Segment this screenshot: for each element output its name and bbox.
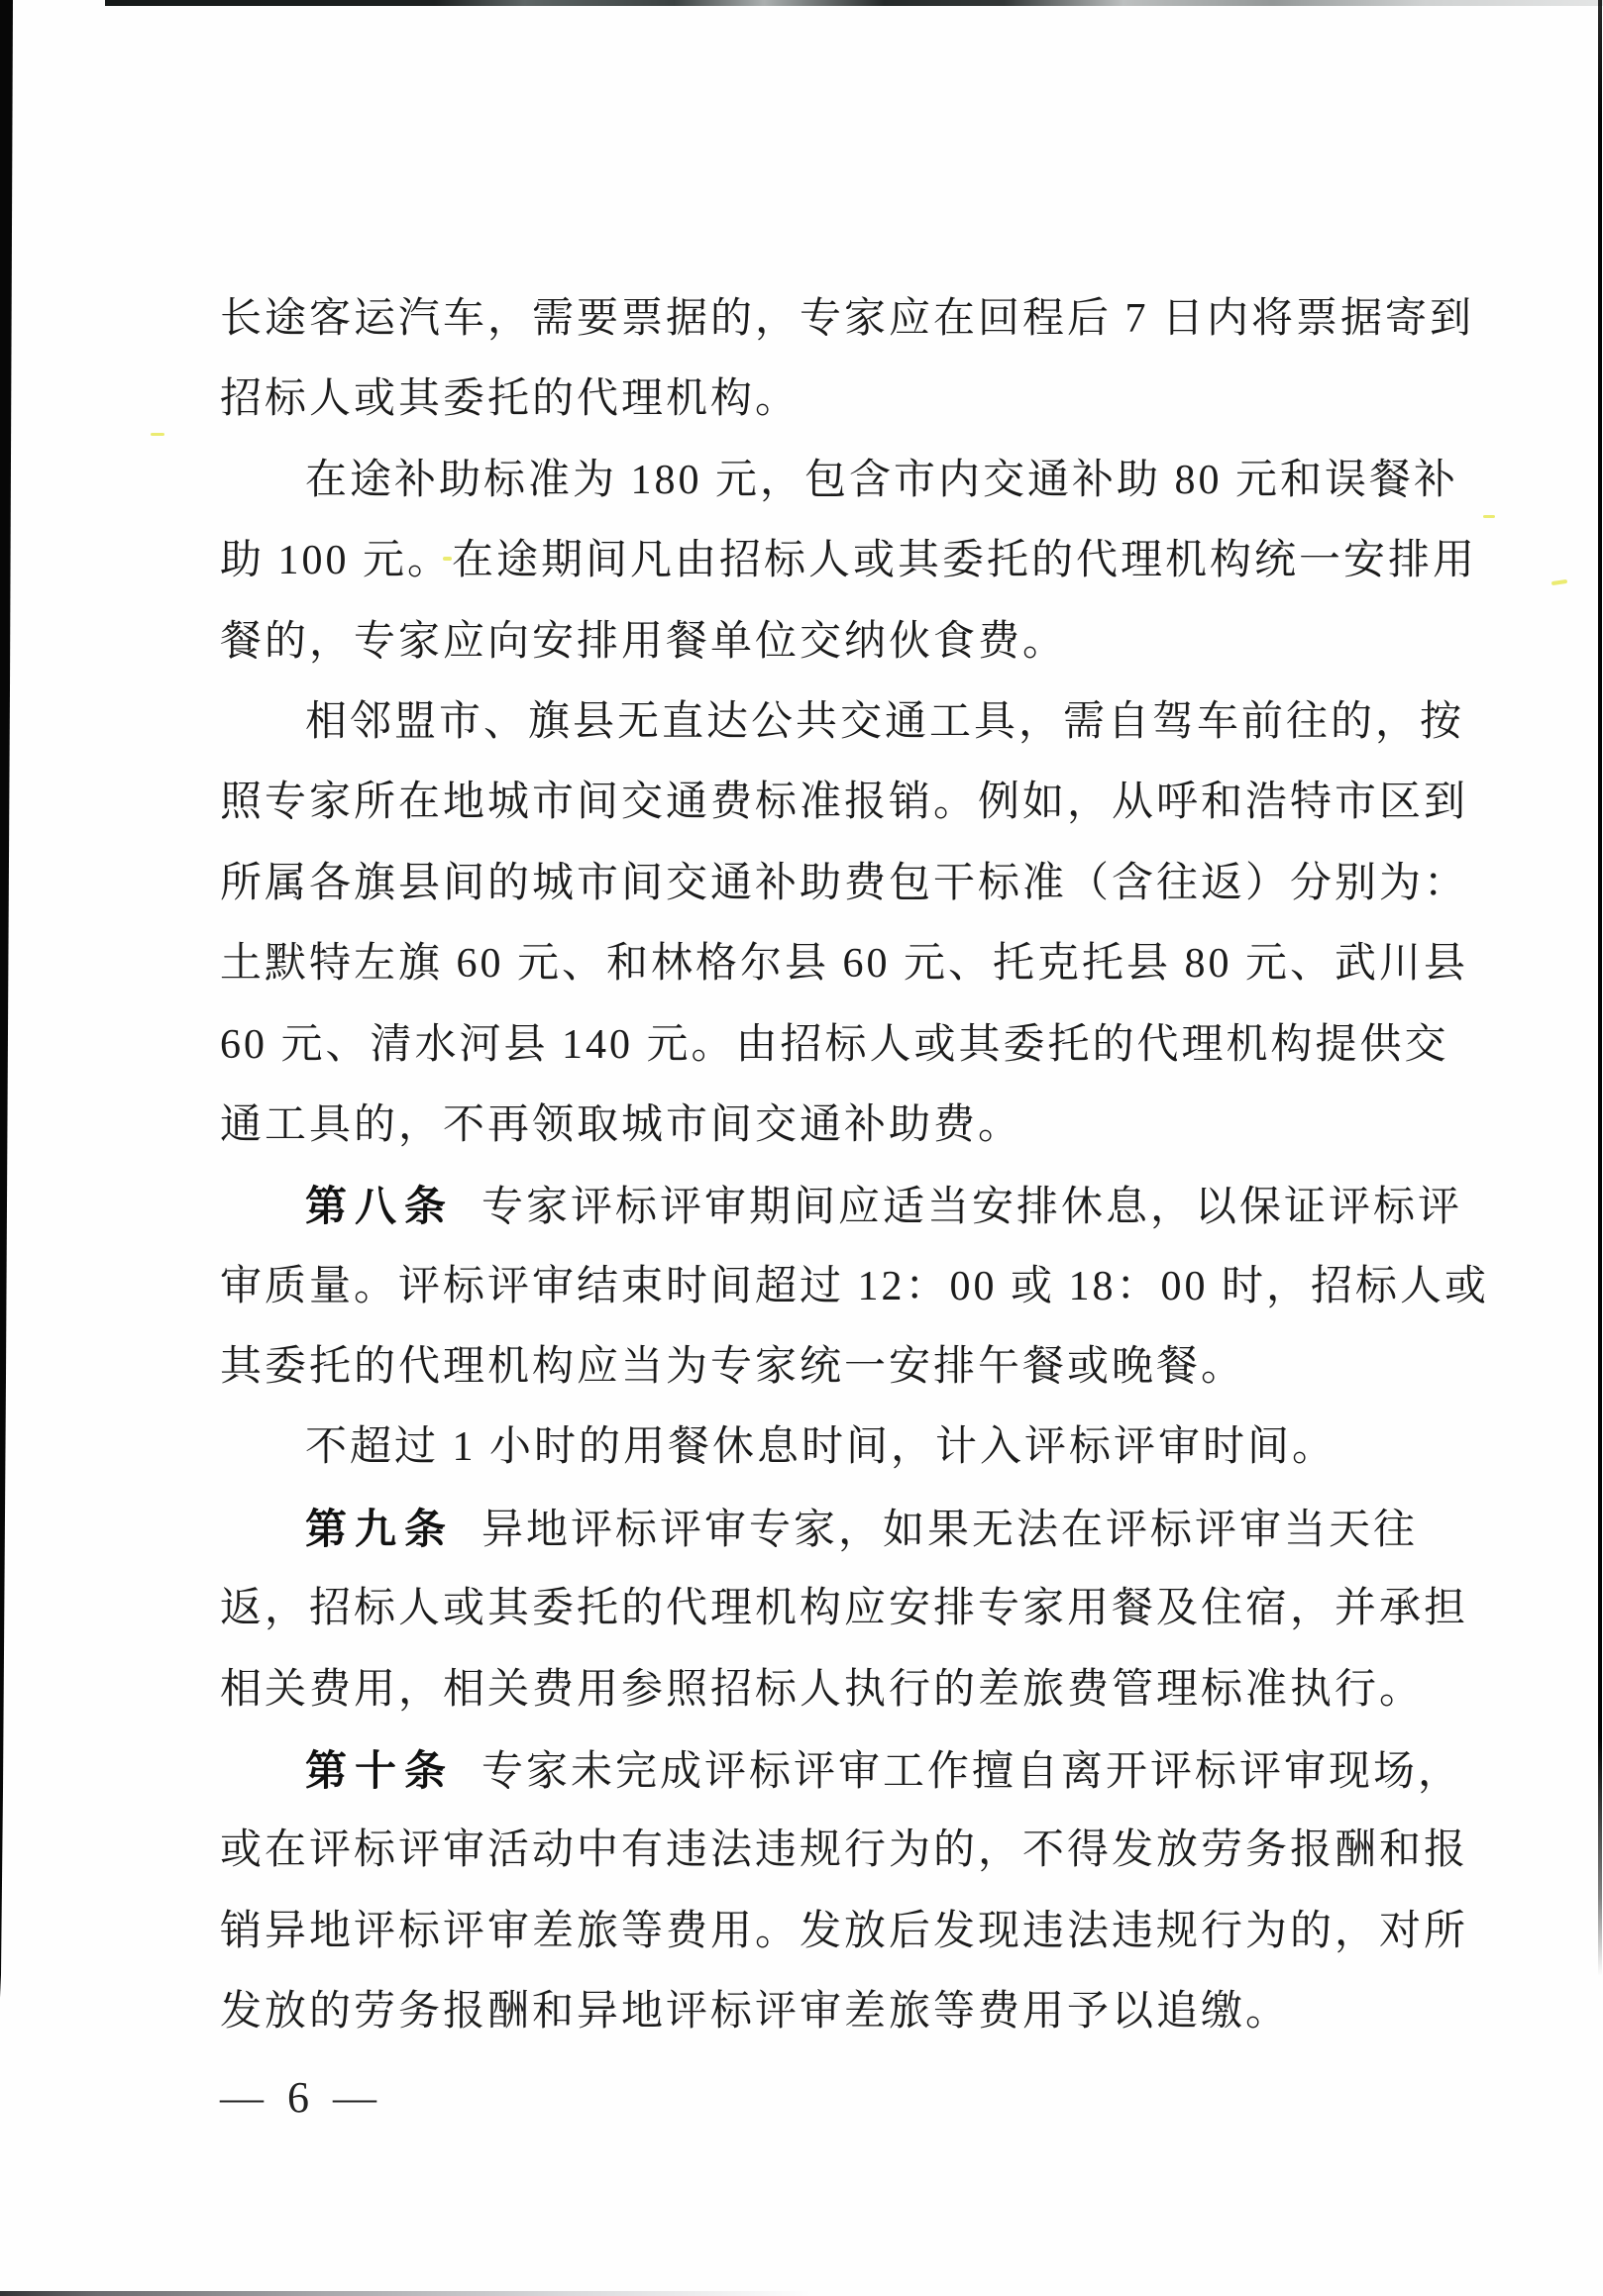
scan-artifact-right-edge bbox=[1598, 0, 1602, 1976]
text-line-content: 其委托的代理机构应当为专家统一安排午餐或晚餐。 bbox=[220, 1344, 1246, 1391]
article-number-term: 第八条 bbox=[305, 1183, 455, 1230]
text-line bbox=[220, 1892, 1476, 1972]
text-line bbox=[220, 1247, 1490, 1327]
article-number-term: 第十条 bbox=[305, 1747, 455, 1795]
text-line bbox=[220, 682, 1476, 763]
text-line-content: 专家未完成评标评审工作擅自离开评标评审现场， bbox=[481, 1749, 1463, 1796]
text-line bbox=[220, 1489, 1476, 1569]
text-line-content: 返，招标人或其委托的代理机构应安排专家用餐及住宿，并承担 bbox=[220, 1586, 1469, 1632]
footer-dash-right: — bbox=[333, 2075, 376, 2120]
text-line-content: 相邻盟市、旗县无直达公共交通工具，需自驾车前往的，按 bbox=[305, 698, 1465, 745]
scan-speck bbox=[1551, 579, 1567, 585]
text-line bbox=[220, 279, 1476, 360]
text-line-content: 通工具的，不再领取城市间交通补助费。 bbox=[220, 1101, 1023, 1148]
text-line-content: 招标人或其委托的代理机构。 bbox=[220, 376, 801, 423]
text-line bbox=[220, 1327, 1476, 1408]
text-line bbox=[220, 1569, 1476, 1649]
text-line-content: 不超过 1 小时的用餐休息时间，计入评标评审时间。 bbox=[305, 1424, 1337, 1471]
text-line bbox=[220, 1972, 1476, 2052]
page-number: 6 bbox=[287, 2073, 309, 2122]
text-line bbox=[220, 1005, 1476, 1086]
text-line bbox=[220, 602, 1476, 682]
scan-speck bbox=[151, 433, 164, 436]
text-line bbox=[220, 1408, 1476, 1488]
text-line bbox=[220, 1730, 1476, 1811]
text-line-content: 长途客运汽车，需要票据的，专家应在回程后 7 日内将票据寄到 bbox=[220, 296, 1475, 342]
text-line-content: 餐的，专家应向安排用餐单位交纳伙食费。 bbox=[220, 618, 1068, 665]
text-line bbox=[220, 1650, 1476, 1730]
text-line bbox=[220, 763, 1476, 843]
text-line-content: 所属各旗县间的城市间交通补助费包干标准（含往返）分别为： bbox=[220, 860, 1469, 906]
text-line-content: 审质量。评标评审结束时间超过 12：00 或 18：00 时，招标人或 bbox=[220, 1263, 1490, 1309]
text-line bbox=[220, 924, 1476, 1004]
document-body bbox=[220, 279, 1490, 2053]
text-line-content: 发放的劳务报酬和异地评标评审差旅等费用予以追缴。 bbox=[220, 1989, 1291, 2035]
text-line-content: 或在评标评审活动中有违法违规行为的，不得发放劳务报酬和报 bbox=[220, 1827, 1469, 1874]
scan-speck bbox=[1483, 515, 1495, 518]
scan-artifact-bottom-edge bbox=[0, 2291, 812, 2296]
text-line-content: 在途补助标准为 180 元，包含市内交通补助 80 元和误餐补 bbox=[305, 457, 1459, 503]
text-line bbox=[220, 1086, 1476, 1166]
text-line-content: 专家评标评审期间应适当安排休息，以保证评标评 bbox=[481, 1185, 1463, 1231]
text-line-content: 相关费用，相关费用参照招标人执行的差旅费管理标准执行。 bbox=[220, 1666, 1425, 1713]
text-line-content: 销异地评标评审差旅等费用。发放后发现违法违规行为的，对所 bbox=[220, 1908, 1469, 1954]
scan-artifact-left-edge bbox=[0, 0, 16, 2296]
page-footer bbox=[222, 2072, 374, 2123]
text-line-content: 60 元、清水河县 140 元。由招标人或其委托的代理机构提供交 bbox=[220, 1021, 1449, 1068]
scan-artifact-top-edge bbox=[105, 0, 1603, 6]
text-line bbox=[220, 1166, 1476, 1246]
text-line bbox=[220, 521, 1476, 601]
text-line bbox=[220, 360, 1476, 440]
text-line-content: 助 100 元。在途期间凡由招标人或其委托的代理机构统一安排用 bbox=[220, 538, 1478, 584]
text-line-content: 照专家所在地城市间交通费标准报销。例如，从呼和浩特市区到 bbox=[220, 780, 1469, 826]
article-number-term: 第九条 bbox=[305, 1505, 455, 1552]
text-line-content: 异地评标评审专家，如果无法在评标评审当天往 bbox=[481, 1507, 1419, 1553]
footer-dash-left: — bbox=[220, 2075, 264, 2120]
text-line bbox=[220, 441, 1476, 521]
text-line bbox=[220, 1811, 1476, 1891]
text-line bbox=[220, 844, 1476, 924]
text-line-content: 土默特左旗 60 元、和林格尔县 60 元、托克托县 80 元、武川县 bbox=[220, 941, 1469, 988]
